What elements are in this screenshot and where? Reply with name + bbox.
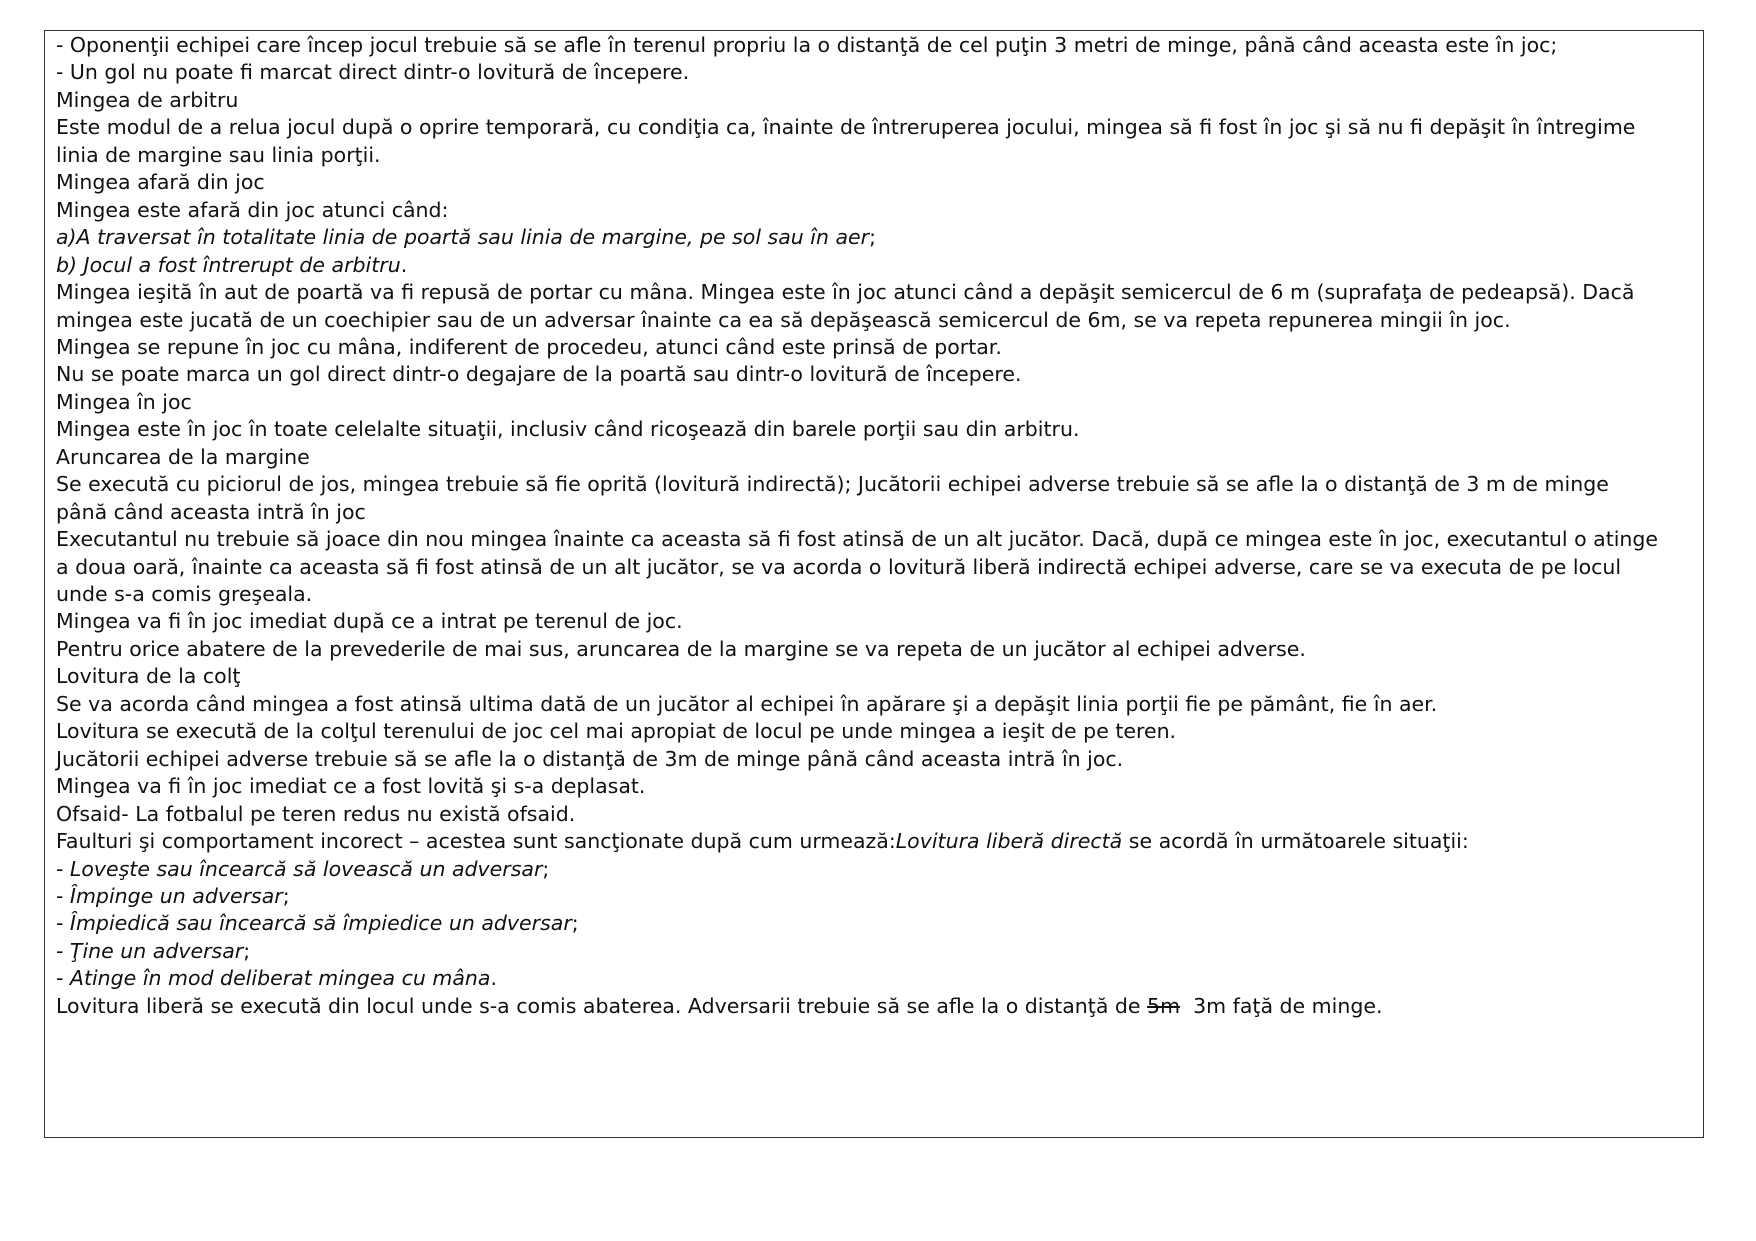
text-segment: Nu se poate marca un gol direct dintr-o degajare de la poartă sau dintr-o lovitură de începere. — [56, 362, 1022, 387]
text-line — [56, 827, 1469, 856]
text-segment: ; — [869, 225, 877, 250]
text-segment: Ofsaid- La fotbalul pe teren redus nu există ofsaid. — [56, 801, 576, 826]
text-segment: . — [400, 252, 408, 277]
text-segment: Lovitura de la colţ — [56, 664, 241, 689]
text-line — [56, 800, 575, 829]
text-segment: Se va acorda când mingea a fost atinsă ultima dată de un jucător al echipei în apărare şi a depăşit linia porţii fie pe pământ, fie în aer. — [56, 691, 1438, 716]
text-line — [56, 31, 1557, 60]
text-segment: a doua oară, înainte ca aceasta să fi fost atinsă de un alt jucător, se va acorda o lovitură liberă indirectă echipei adverse, care se va executa de pe locul — [56, 554, 1622, 579]
text-line — [56, 580, 312, 609]
text-segment: a)A traversat în totalitate linia de poartă sau linia de margine, pe sol sau în aer — [56, 225, 870, 250]
text-line — [56, 745, 1123, 774]
text-segment: Executantul nu trebuie să joace din nou mingea înainte ca aceasta să fi fost atinsă de un alt jucător. Dacă, după ce mingea este în joc, executantul o atinge — [56, 527, 1659, 552]
text-segment: se acordă în următoarele situaţii: — [1122, 829, 1469, 854]
text-segment: ; — [542, 856, 550, 881]
text-segment: Mingea în joc — [56, 389, 192, 414]
text-segment: unde s-a comis greşeala. — [56, 582, 313, 606]
text-segment: Se execută cu piciorul de jos, mingea trebuie să fie oprită (lovitură indirectă); Jucătorii echipei adverse trebuie să se afle la o distanţă de 3 m de minge — [56, 472, 1609, 497]
text-line — [56, 388, 192, 417]
text-line — [56, 306, 1511, 335]
text-line — [56, 278, 1634, 307]
text-line — [56, 772, 645, 801]
text-segment: Aruncarea de la margine — [56, 444, 310, 469]
text-line — [56, 662, 240, 691]
text-line — [56, 635, 1306, 664]
text-line — [56, 141, 381, 170]
text-segment: ; — [282, 883, 290, 908]
text-segment: Mingea va fi în joc imediat după ce a intrat pe terenul de joc. — [56, 609, 683, 634]
strikethrough-segment: 5m — [1147, 993, 1181, 1018]
italic-segment: Lovitura liberă directă — [895, 829, 1123, 854]
text-line — [56, 86, 238, 115]
text-line — [56, 223, 876, 252]
document-box — [44, 30, 1704, 1138]
text-segment: Jucătorii echipei adverse trebuie să se afle la o distanţă de 3m de minge până când aceasta intră în joc. — [56, 746, 1124, 771]
text-line — [56, 360, 1022, 389]
text-line — [56, 415, 1079, 444]
text-segment: ; — [571, 911, 579, 936]
text-line — [56, 855, 549, 884]
text-segment: Mingea de arbitru — [56, 87, 239, 112]
text-segment: ; — [243, 938, 251, 963]
text-segment: - — [56, 883, 70, 908]
italic-segment: Atinge în mod deliberat mingea cu mâna — [69, 966, 491, 991]
text-segment: Mingea se repune în joc cu mâna, indiferent de procedeu, atunci când este prinsă de portar. — [56, 334, 1002, 359]
text-line — [56, 882, 290, 911]
text-segment: Pentru orice abatere de la prevederile de mai sus, aruncarea de la margine se va repeta de un jucător al echipei adverse. — [56, 636, 1306, 661]
italic-segment: Împiedică sau încearcă să împiedice un adversar — [69, 911, 572, 936]
text-segment: 3m faţă de minge. — [1180, 993, 1383, 1018]
text-segment: până când aceasta intră în joc — [56, 499, 366, 524]
text-segment: - — [56, 938, 70, 963]
italic-segment: Împinge un adversar — [69, 883, 283, 908]
text-segment: b) Jocul a fost întrerupt de arbitru — [56, 252, 401, 277]
text-segment: Mingea ieşită în aut de poartă va fi repusă de portar cu mâna. Mingea este în joc atunci când a depăşit semicercul de 6 m (suprafaţa de pedeapsă). Dacă — [56, 280, 1635, 305]
text-segment: - — [56, 911, 70, 936]
text-line — [56, 113, 1635, 142]
text-line — [56, 168, 265, 197]
text-line — [56, 196, 448, 225]
text-segment: mingea este jucată de un coechipier sau de un adversar înainte ca ea să depăşească semicercul de 6m, se va repeta repunerea mingii în joc. — [56, 307, 1511, 332]
text-line — [56, 525, 1658, 554]
text-line — [56, 937, 250, 966]
text-line — [56, 690, 1437, 719]
text-segment: Este modul de a relua jocul după o oprire temporară, cu condiţia ca, înainte de întreruperea jocului, mingea să fi fost în joc şi să nu fi depăşit în întregime — [56, 115, 1636, 140]
text-segment: Lovitura liberă se execută din locul unde s-a comis abaterea. Adversarii trebuie să se afle la o distanţă de — [56, 993, 1148, 1018]
text-line — [56, 909, 579, 938]
text-line — [56, 470, 1609, 499]
italic-segment: Loveşte sau încearcă să lovească un adversar — [69, 856, 543, 881]
text-segment: . — [490, 966, 498, 991]
text-segment: - — [56, 856, 70, 881]
text-segment: - Un gol nu poate fi marcat direct dintr-o lovitură de începere. — [56, 60, 690, 85]
text-segment: Faulturi şi comportament incorect – acestea sunt sancţionate după cum urmează: — [56, 829, 896, 854]
text-line — [56, 58, 689, 87]
text-segment: Lovitura se execută de la colţul terenului de joc cel mai apropiat de locul pe unde mingea a ieşit de pe teren. — [56, 719, 1177, 744]
text-line — [56, 333, 1002, 362]
text-line — [56, 251, 407, 280]
text-line — [56, 443, 310, 472]
text-segment: Mingea este afară din joc atunci când: — [56, 197, 449, 222]
text-segment: - — [56, 966, 70, 991]
text-segment: - Oponenţii echipei care încep jocul trebuie să se afle în terenul propriu la o distanţă de cel puţin 3 metri de minge, până când aceasta este în joc; — [56, 33, 1558, 57]
text-line — [56, 553, 1621, 582]
text-line — [56, 992, 1382, 1021]
text-line — [56, 964, 497, 993]
text-segment: Mingea este în joc în toate celelalte situaţii, inclusiv când ricoşează din barele porţii sau din arbitru. — [56, 417, 1080, 442]
text-segment: Mingea va fi în joc imediat ce a fost lovită şi s-a deplasat. — [56, 774, 646, 799]
italic-segment: Ţine un adversar — [69, 938, 244, 963]
text-line — [56, 717, 1176, 746]
text-segment: Mingea afară din joc — [56, 170, 265, 195]
text-line — [56, 498, 366, 527]
text-line — [56, 607, 683, 636]
text-segment: linia de margine sau linia porţii. — [56, 142, 381, 167]
